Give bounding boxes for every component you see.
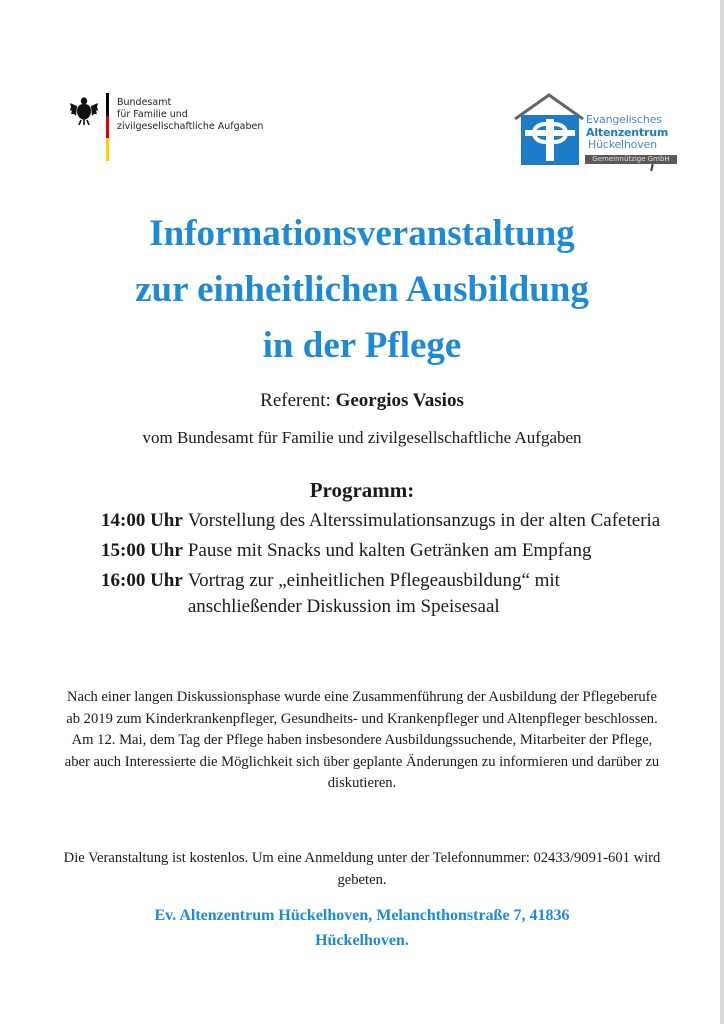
agency-line-2: für Familie und: [117, 109, 188, 120]
agency-line-1: Bundesamt: [117, 97, 172, 108]
logo-tagline: Gemeinnützige GmbH: [585, 155, 677, 164]
program-time: 16:00 Uhr: [101, 570, 183, 591]
program-item: [101, 508, 661, 534]
program-text: Pause mit Snacks und kalten Getränken am Empfang: [187, 540, 592, 561]
flag-black: [106, 93, 109, 116]
title-line-2: zur einheitlichen Ausbildung: [135, 269, 589, 310]
program-text: Vortrag zur „einheitlichen Pflegeausbildung“ mit anschließender Diskussion im Speisesaal: [187, 570, 560, 617]
address-line-1: Ev. Altenzentrum Hückelhoven, Melanchthonstraße 7, 41836: [154, 907, 570, 924]
program-item: [101, 538, 661, 564]
program-heading: Programm:: [309, 478, 415, 502]
program-time: 14:00 Uhr: [101, 510, 183, 531]
logo-mark: [650, 164, 653, 171]
registration-note: Die Veranstaltung ist kostenlos. Um eine Anmeldung unter der Telefonnummer: 02433/9091-601 wird gebeten.: [63, 850, 661, 888]
speaker-affiliation: vom Bundesamt für Familie und zivilgesellschaftliche Aufgaben: [142, 428, 582, 447]
altenzentrum-name: [586, 114, 668, 152]
page-edge: [720, 0, 724, 1024]
logo-line-2: Altenzentrum: [586, 125, 669, 139]
program-item: [101, 568, 661, 620]
house-cross-icon: [513, 93, 593, 169]
flag-gold: [106, 138, 109, 161]
logo-line-1: Evangelisches: [586, 113, 662, 126]
title-line-3: in der Pflege: [262, 325, 462, 366]
program-time: 15:00 Uhr: [101, 540, 183, 561]
logo-line-3: Hückelhoven: [588, 138, 657, 151]
speaker-line: [0, 390, 724, 412]
info-paragraph-1: Nach einer langen Diskussionsphase wurde eine Zusammenführung der Ausbildung der Pflegeberufe ab 2019 zum Kinderkrankenpfleger, Gesundheits- und Krankenpfleger und Altenpfleger beschlossen.: [66, 689, 658, 727]
program-list: [101, 508, 661, 624]
agency-name: [117, 97, 263, 133]
federal-eagle-icon: [70, 95, 98, 125]
address-line-2: Hückelhoven.: [315, 932, 409, 949]
speaker-label: Referent:: [260, 390, 331, 411]
flag-red: [106, 116, 109, 139]
info-paragraph-2: Am 12. Mai, dem Tag der Pflege haben insbesondere Ausbildungssuchende, Mitarbeiter der Pflege, aber auch Interessierte die Möglichkeit sich über geplante Änderungen zu informieren und darüber zu diskutieren.: [64, 732, 660, 791]
german-flag-bar: [106, 93, 109, 161]
program-text: Vorstellung des Alterssimulationsanzugs in der alten Cafeteria: [187, 510, 661, 531]
page-title: [0, 206, 724, 374]
agency-line-3: zivilgesellschaftliche Aufgaben: [117, 121, 264, 132]
altenzentrum-logo: [513, 93, 683, 183]
address: [80, 903, 644, 953]
speaker-name: Georgios Vasios: [335, 390, 464, 411]
info-paragraph: [60, 687, 664, 795]
title-line-1: Informationsveranstaltung: [149, 213, 575, 254]
